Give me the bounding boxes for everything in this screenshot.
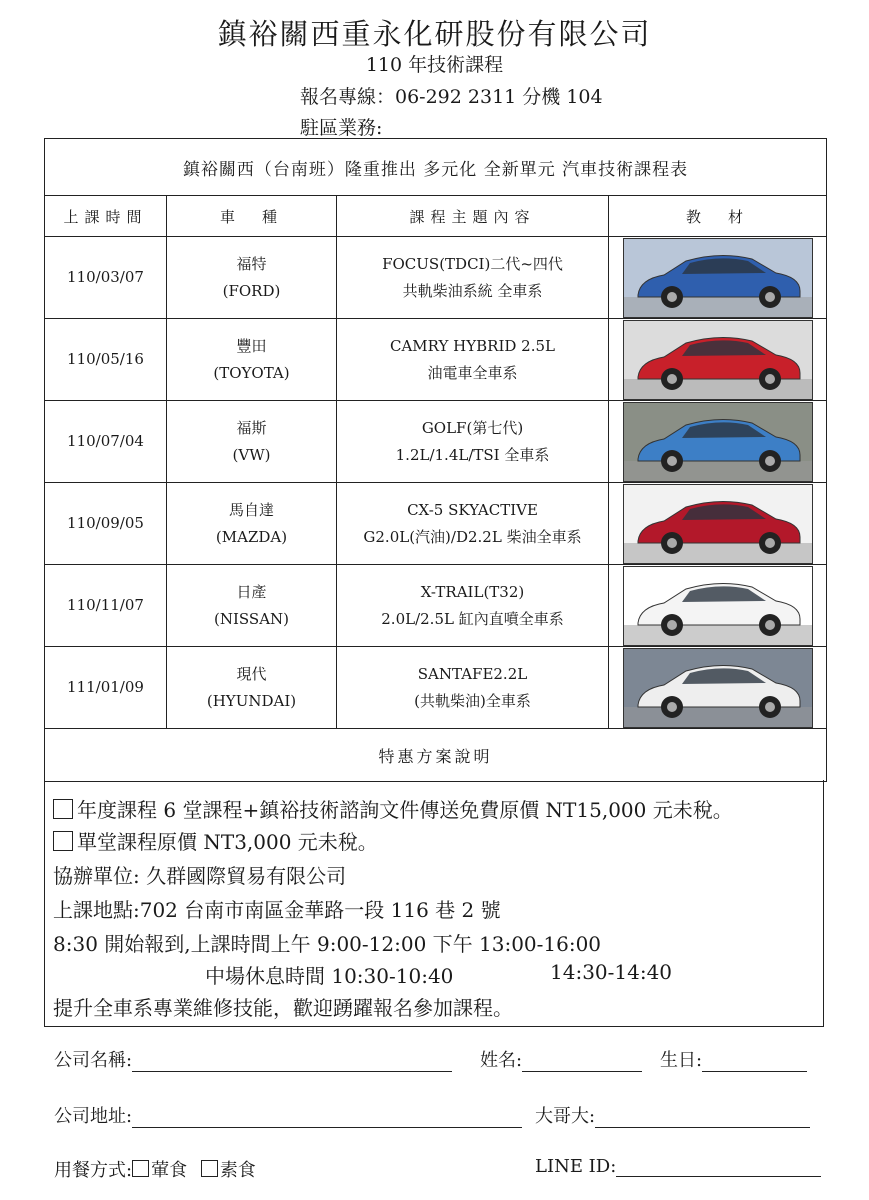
- course-date: 110/07/04: [45, 401, 167, 483]
- car-brand: [167, 647, 337, 729]
- topic-line-2: 油電車全車系: [427, 363, 518, 382]
- car-brand: [167, 483, 337, 565]
- company-address-field: [54, 1102, 522, 1128]
- annual-package-text: 年度課程 6 堂課程+鎮裕技術諮詢文件傳送免費原價 NT15,000 元未稅。: [77, 798, 733, 822]
- line-id-label: LINE ID:: [535, 1156, 617, 1177]
- mobile-field: [535, 1102, 810, 1128]
- veg-checkbox[interactable]: [201, 1160, 218, 1177]
- car-photo: [623, 566, 813, 646]
- car-photo: [623, 320, 813, 400]
- brand-name-en: (VW): [232, 445, 271, 464]
- topic-line-1: CX-5 SKYACTIVE: [407, 500, 538, 519]
- registration-hotline: 報名專線：06-292 2311 分機 104: [300, 86, 603, 108]
- break-time-morning: 中場休息時間 10:30-10:40: [205, 964, 454, 988]
- course-hours: 8:30 開始報到,上課時間上午 9:00-12:00 下午 13:00-16:00: [53, 932, 602, 956]
- car-photo: [623, 648, 813, 728]
- car-icon: [624, 239, 812, 317]
- meal-label: 用餐方式:: [54, 1160, 133, 1181]
- topic-line-2: 1.2L/1.4L/TSI 全車系: [395, 445, 550, 464]
- meat-label: 葷食: [151, 1160, 188, 1181]
- birthday-field: [660, 1046, 807, 1072]
- header-topic: 課程主題內容: [337, 196, 609, 237]
- car-brand: [167, 319, 337, 401]
- car-icon: [624, 649, 812, 727]
- course-material: [609, 401, 827, 483]
- car-icon: [624, 485, 812, 563]
- course-schedule-table: [44, 138, 827, 782]
- company-address-label: 公司地址:: [54, 1106, 133, 1127]
- name-field: [480, 1046, 642, 1072]
- course-topic: [337, 319, 609, 401]
- car-photo: [623, 238, 813, 318]
- brand-name-zh: 現代: [236, 664, 267, 683]
- course-material: [609, 483, 827, 565]
- sales-rep-label: 駐區業務:: [300, 117, 383, 139]
- single-course-note: [53, 826, 378, 855]
- car-photo: [623, 402, 813, 482]
- topic-line-2: (共軌柴油)全車系: [414, 691, 531, 710]
- brand-name-zh: 豐田: [236, 336, 267, 355]
- company-name: 鎮裕關西重永化研股份有限公司: [217, 17, 652, 51]
- topic-line-1: FOCUS(TDCI)二代~四代: [382, 254, 563, 273]
- car-brand: [167, 401, 337, 483]
- brand-name-en: (FORD): [222, 281, 281, 300]
- topic-line-2: 2.0L/2.5L 缸內直噴全車系: [381, 609, 564, 628]
- annual-package-note: [53, 794, 733, 823]
- line-id-field: [535, 1156, 821, 1177]
- brand-name-zh: 福斯: [236, 418, 267, 437]
- course-row: [45, 483, 827, 565]
- course-topic: [337, 565, 609, 647]
- meal-field: [54, 1156, 256, 1182]
- course-material: [609, 319, 827, 401]
- name-label: 姓名:: [480, 1050, 523, 1071]
- annual-package-checkbox[interactable]: [53, 799, 73, 819]
- single-course-text: 單堂課程原價 NT3,000 元未稅。: [77, 830, 378, 854]
- brand-name-en: (HYUNDAI): [206, 691, 297, 710]
- brand-name-en: (NISSAN): [214, 609, 289, 628]
- topic-line-1: SANTAFE2.2L: [417, 664, 528, 683]
- single-course-checkbox[interactable]: [53, 831, 73, 851]
- line-id-input[interactable]: [616, 1176, 821, 1177]
- course-date: 110/09/05: [45, 483, 167, 565]
- course-location: 上課地點:702 台南市南區金華路一段 116 巷 2 號: [53, 898, 501, 922]
- header-brand: 車 種: [167, 196, 337, 237]
- course-topic: [337, 647, 609, 729]
- course-row: [45, 237, 827, 319]
- course-material: [609, 647, 827, 729]
- course-row: [45, 319, 827, 401]
- car-brand: [167, 237, 337, 319]
- closing-invitation: 提升全車系專業維修技能，歡迎踴躍報名參加課程。: [53, 996, 513, 1020]
- course-date: 110/05/16: [45, 319, 167, 401]
- brand-name-zh: 馬自達: [228, 500, 274, 519]
- mobile-label: 大哥大:: [535, 1106, 596, 1127]
- course-date: 111/01/09: [45, 647, 167, 729]
- brand-name-zh: 福特: [236, 254, 267, 273]
- offer-notes: [44, 780, 824, 1027]
- course-topic: [337, 237, 609, 319]
- special-offer-title: 特惠方案說明: [45, 729, 827, 782]
- car-icon: [624, 403, 812, 481]
- break-time-afternoon: 14:30-14:40: [550, 960, 673, 984]
- topic-line-1: CAMRY HYBRID 2.5L: [389, 336, 555, 355]
- brand-name-en: (MAZDA): [215, 527, 288, 546]
- header-material: 教 材: [609, 196, 827, 237]
- course-date: 110/03/07: [45, 237, 167, 319]
- company-name-field: [54, 1046, 452, 1072]
- co-organizer: 協辦單位: 久群國際貿易有限公司: [53, 864, 347, 888]
- header-date: 上課時間: [45, 196, 167, 237]
- course-year-title: 110 年技術課程: [365, 54, 504, 76]
- car-photo: [623, 484, 813, 564]
- brand-name-zh: 日產: [236, 582, 267, 601]
- brand-name-en: (TOYOTA): [213, 363, 290, 382]
- schedule-banner: 鎮裕關西（台南班）隆重推出 多元化 全新單元 汽車技術課程表: [45, 139, 827, 196]
- course-material: [609, 237, 827, 319]
- car-brand: [167, 565, 337, 647]
- birthday-input[interactable]: [702, 1071, 807, 1072]
- course-row: [45, 401, 827, 483]
- course-topic: [337, 401, 609, 483]
- course-row: [45, 647, 827, 729]
- car-icon: [624, 321, 812, 399]
- company-name-input[interactable]: [132, 1071, 452, 1072]
- name-input[interactable]: [522, 1071, 642, 1072]
- course-material: [609, 565, 827, 647]
- course-topic: [337, 483, 609, 565]
- birthday-label: 生日:: [660, 1050, 703, 1071]
- mobile-input[interactable]: [595, 1127, 810, 1128]
- topic-line-1: X-TRAIL(T32): [420, 582, 525, 601]
- topic-line-2: G2.0L(汽油)/D2.2L 柴油全車系: [363, 527, 582, 546]
- veg-label: 素食: [219, 1160, 256, 1181]
- topic-line-1: GOLF(第七代): [421, 418, 524, 437]
- course-row: [45, 565, 827, 647]
- course-date: 110/11/07: [45, 565, 167, 647]
- meat-checkbox[interactable]: [132, 1160, 149, 1177]
- topic-line-2: 共軌柴油系統 全車系: [402, 281, 543, 300]
- company-name-label: 公司名稱:: [54, 1050, 133, 1071]
- car-icon: [624, 567, 812, 645]
- company-address-input[interactable]: [132, 1127, 522, 1128]
